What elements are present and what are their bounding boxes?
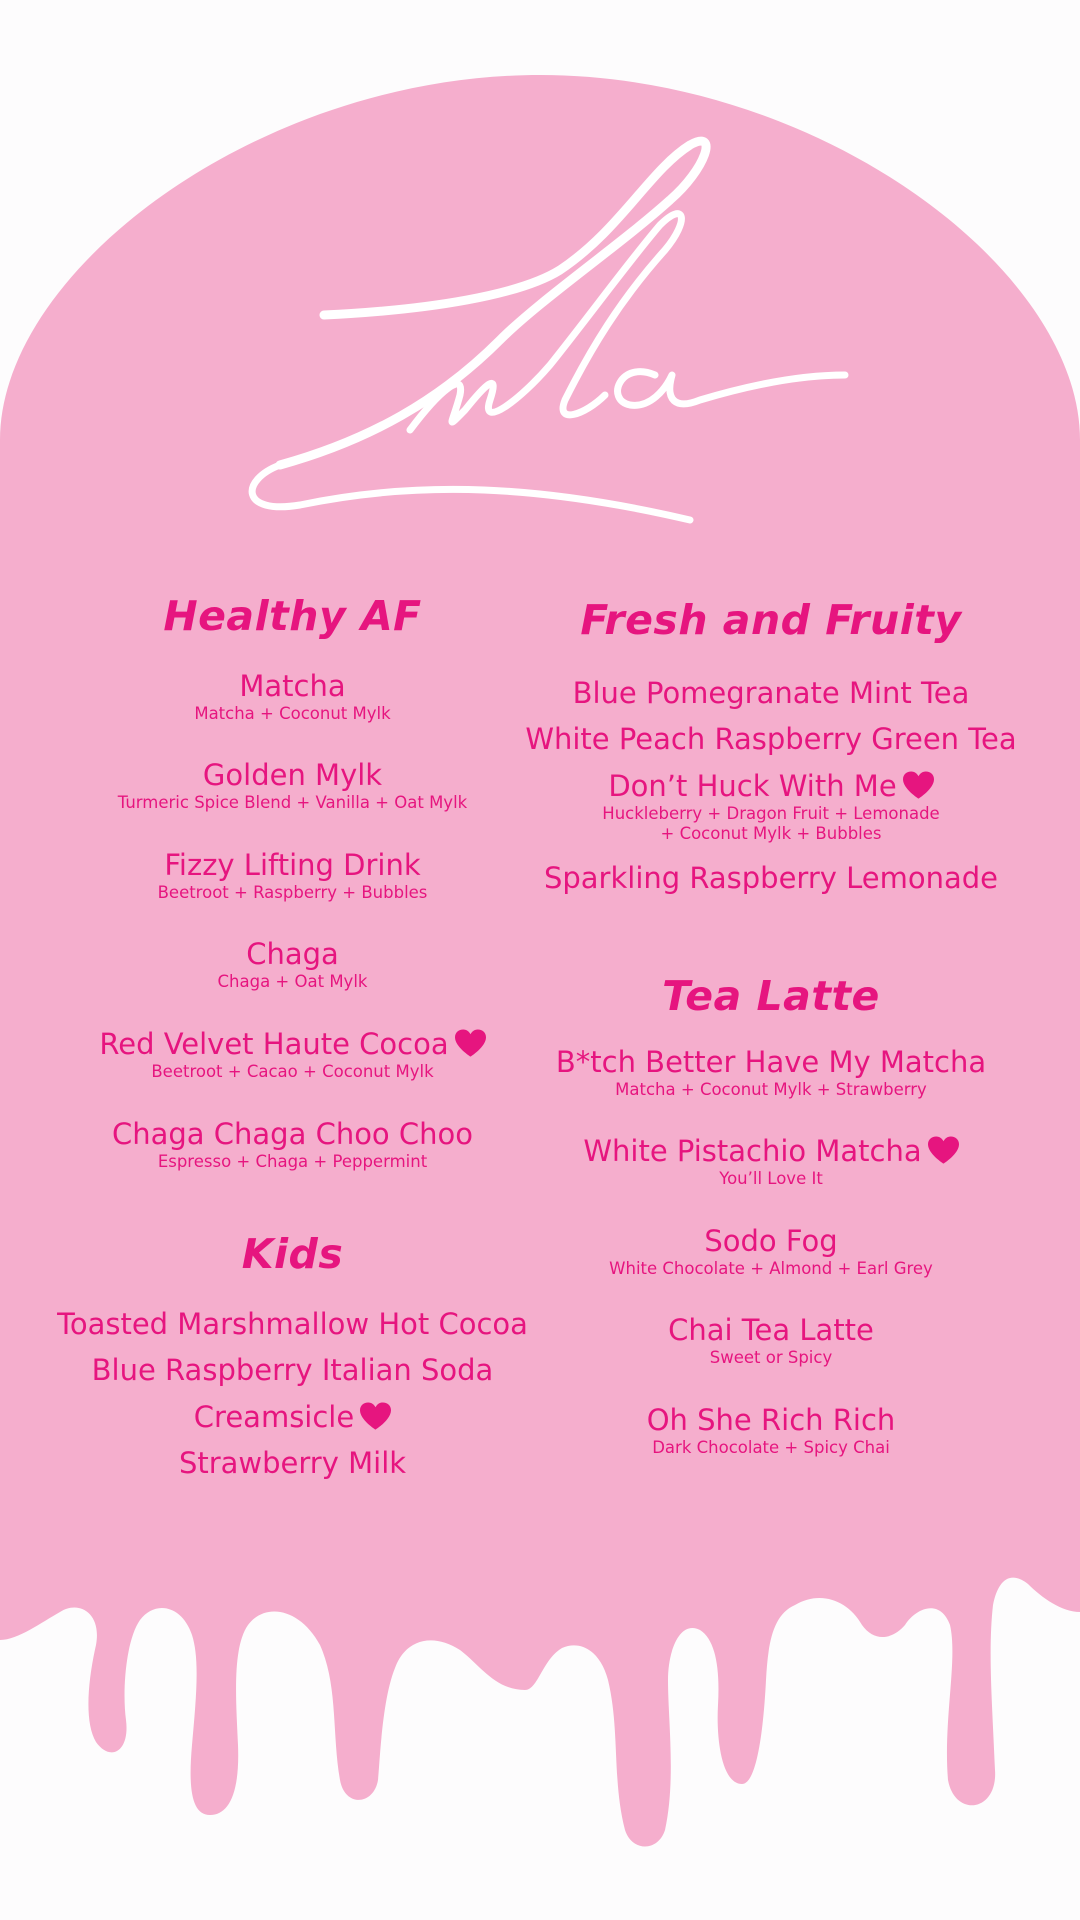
heart-icon [928,1136,959,1164]
menu-item-golden-mylk [30,757,555,813]
item-name: Chaga Chaga Choo Choo [111,1117,474,1151]
item-name: Fizzy Lifting Drink [164,848,421,882]
item-name: Chai Tea Latte [668,1313,874,1347]
menu-item-red-velvet-haute-cocoa [30,1026,555,1082]
item-description: Matcha + Coconut Mylk + Strawberry [615,1080,927,1099]
item-name: Sparkling Raspberry Lemonade [543,861,999,895]
menu-item-blue-pomegranate-mint-tea [515,675,1027,711]
menu-item-chaga [30,936,555,992]
heart-icon [360,1402,391,1430]
menu-item-chaga-chaga-choo-choo [30,1116,555,1172]
item-description: Huckleberry + Dragon Fruit + Lemonade [602,804,940,823]
heart-icon [903,771,934,799]
item-description: Matcha + Coconut Mylk [194,704,391,723]
item-description: White Chocolate + Almond + Earl Grey [609,1259,933,1278]
item-name: Matcha [239,669,346,703]
item-name: Chaga [246,937,339,971]
menu-item-sodo-fog [515,1223,1027,1279]
heart-icon [455,1029,486,1057]
item-name: White Peach Raspberry Green Tea [525,722,1017,756]
item-description: Dark Chocolate + Spicy Chai [652,1438,890,1457]
item-name: Sodo Fog [704,1224,838,1258]
item-name-row [30,1399,555,1435]
item-name: Golden Mylk [202,758,383,792]
item-description: Espresso + Chaga + Peppermint [157,1152,428,1171]
item-name: White Pistachio Matcha [583,1134,922,1168]
section-title-tea-latte: Tea Latte [662,972,880,1020]
menu-item-white-pistachio-matcha [515,1133,1027,1189]
item-name: B*tch Better Have My Matcha [555,1045,987,1079]
menu-item-chai-tea-latte [515,1312,1027,1368]
left-column [30,580,555,1480]
item-description: Sweet or Spicy [709,1348,833,1367]
item-description: Chaga + Oat Mylk [217,972,368,991]
item-name-row [30,1026,555,1062]
menu-item-fizzy-lifting-drink [30,847,555,903]
item-description: Beetroot + Raspberry + Bubbles [157,883,428,902]
item-description: Beetroot + Cacao + Coconut Mylk [151,1062,434,1081]
right-column [515,580,1027,1480]
item-name-row [515,1133,1027,1169]
menu-item-oh-she-rich-rich [515,1402,1027,1458]
item-description: You’ll Love It [719,1169,823,1188]
menu-item-creamsicle [30,1399,555,1435]
menu-item-sparkling-raspberry-lemonade [515,860,1027,896]
item-description-line-2: + Coconut Mylk + Bubbles [660,824,882,843]
item-name: Toasted Marshmallow Hot Cocoa [57,1307,528,1341]
item-description: Turmeric Spice Blend + Vanilla + Oat Mylk [117,793,468,812]
menu-item-btch-better-have-my-matcha [515,1044,1027,1100]
menu-item-blue-raspberry-italian-soda [30,1352,555,1388]
section-title-kids: Kids [241,1230,344,1278]
menu-item-matcha [30,668,555,724]
menu-item-dont-huck-with-me [515,768,1027,844]
item-name: Don’t Huck With Me [608,769,897,803]
menu-item-strawberry-milk [30,1445,555,1481]
item-name: Creamsicle [193,1400,355,1434]
item-name: Oh She Rich Rich [646,1403,896,1437]
lula-script-logo [220,130,860,530]
menu-item-white-peach-raspberry-green-tea [515,721,1027,757]
section-title-healthy-af: Healthy AF [163,592,422,640]
menu-item-toasted-marshmallow-hot-cocoa [30,1306,555,1342]
item-name: Blue Raspberry Italian Soda [91,1353,494,1387]
section-title-fresh-and-fruity: Fresh and Fruity [580,596,962,644]
item-name: Strawberry Milk [178,1446,407,1480]
item-name: Blue Pomegranate Mint Tea [572,676,970,710]
item-name: Red Velvet Haute Cocoa [99,1027,449,1061]
item-name-row [515,768,1027,804]
